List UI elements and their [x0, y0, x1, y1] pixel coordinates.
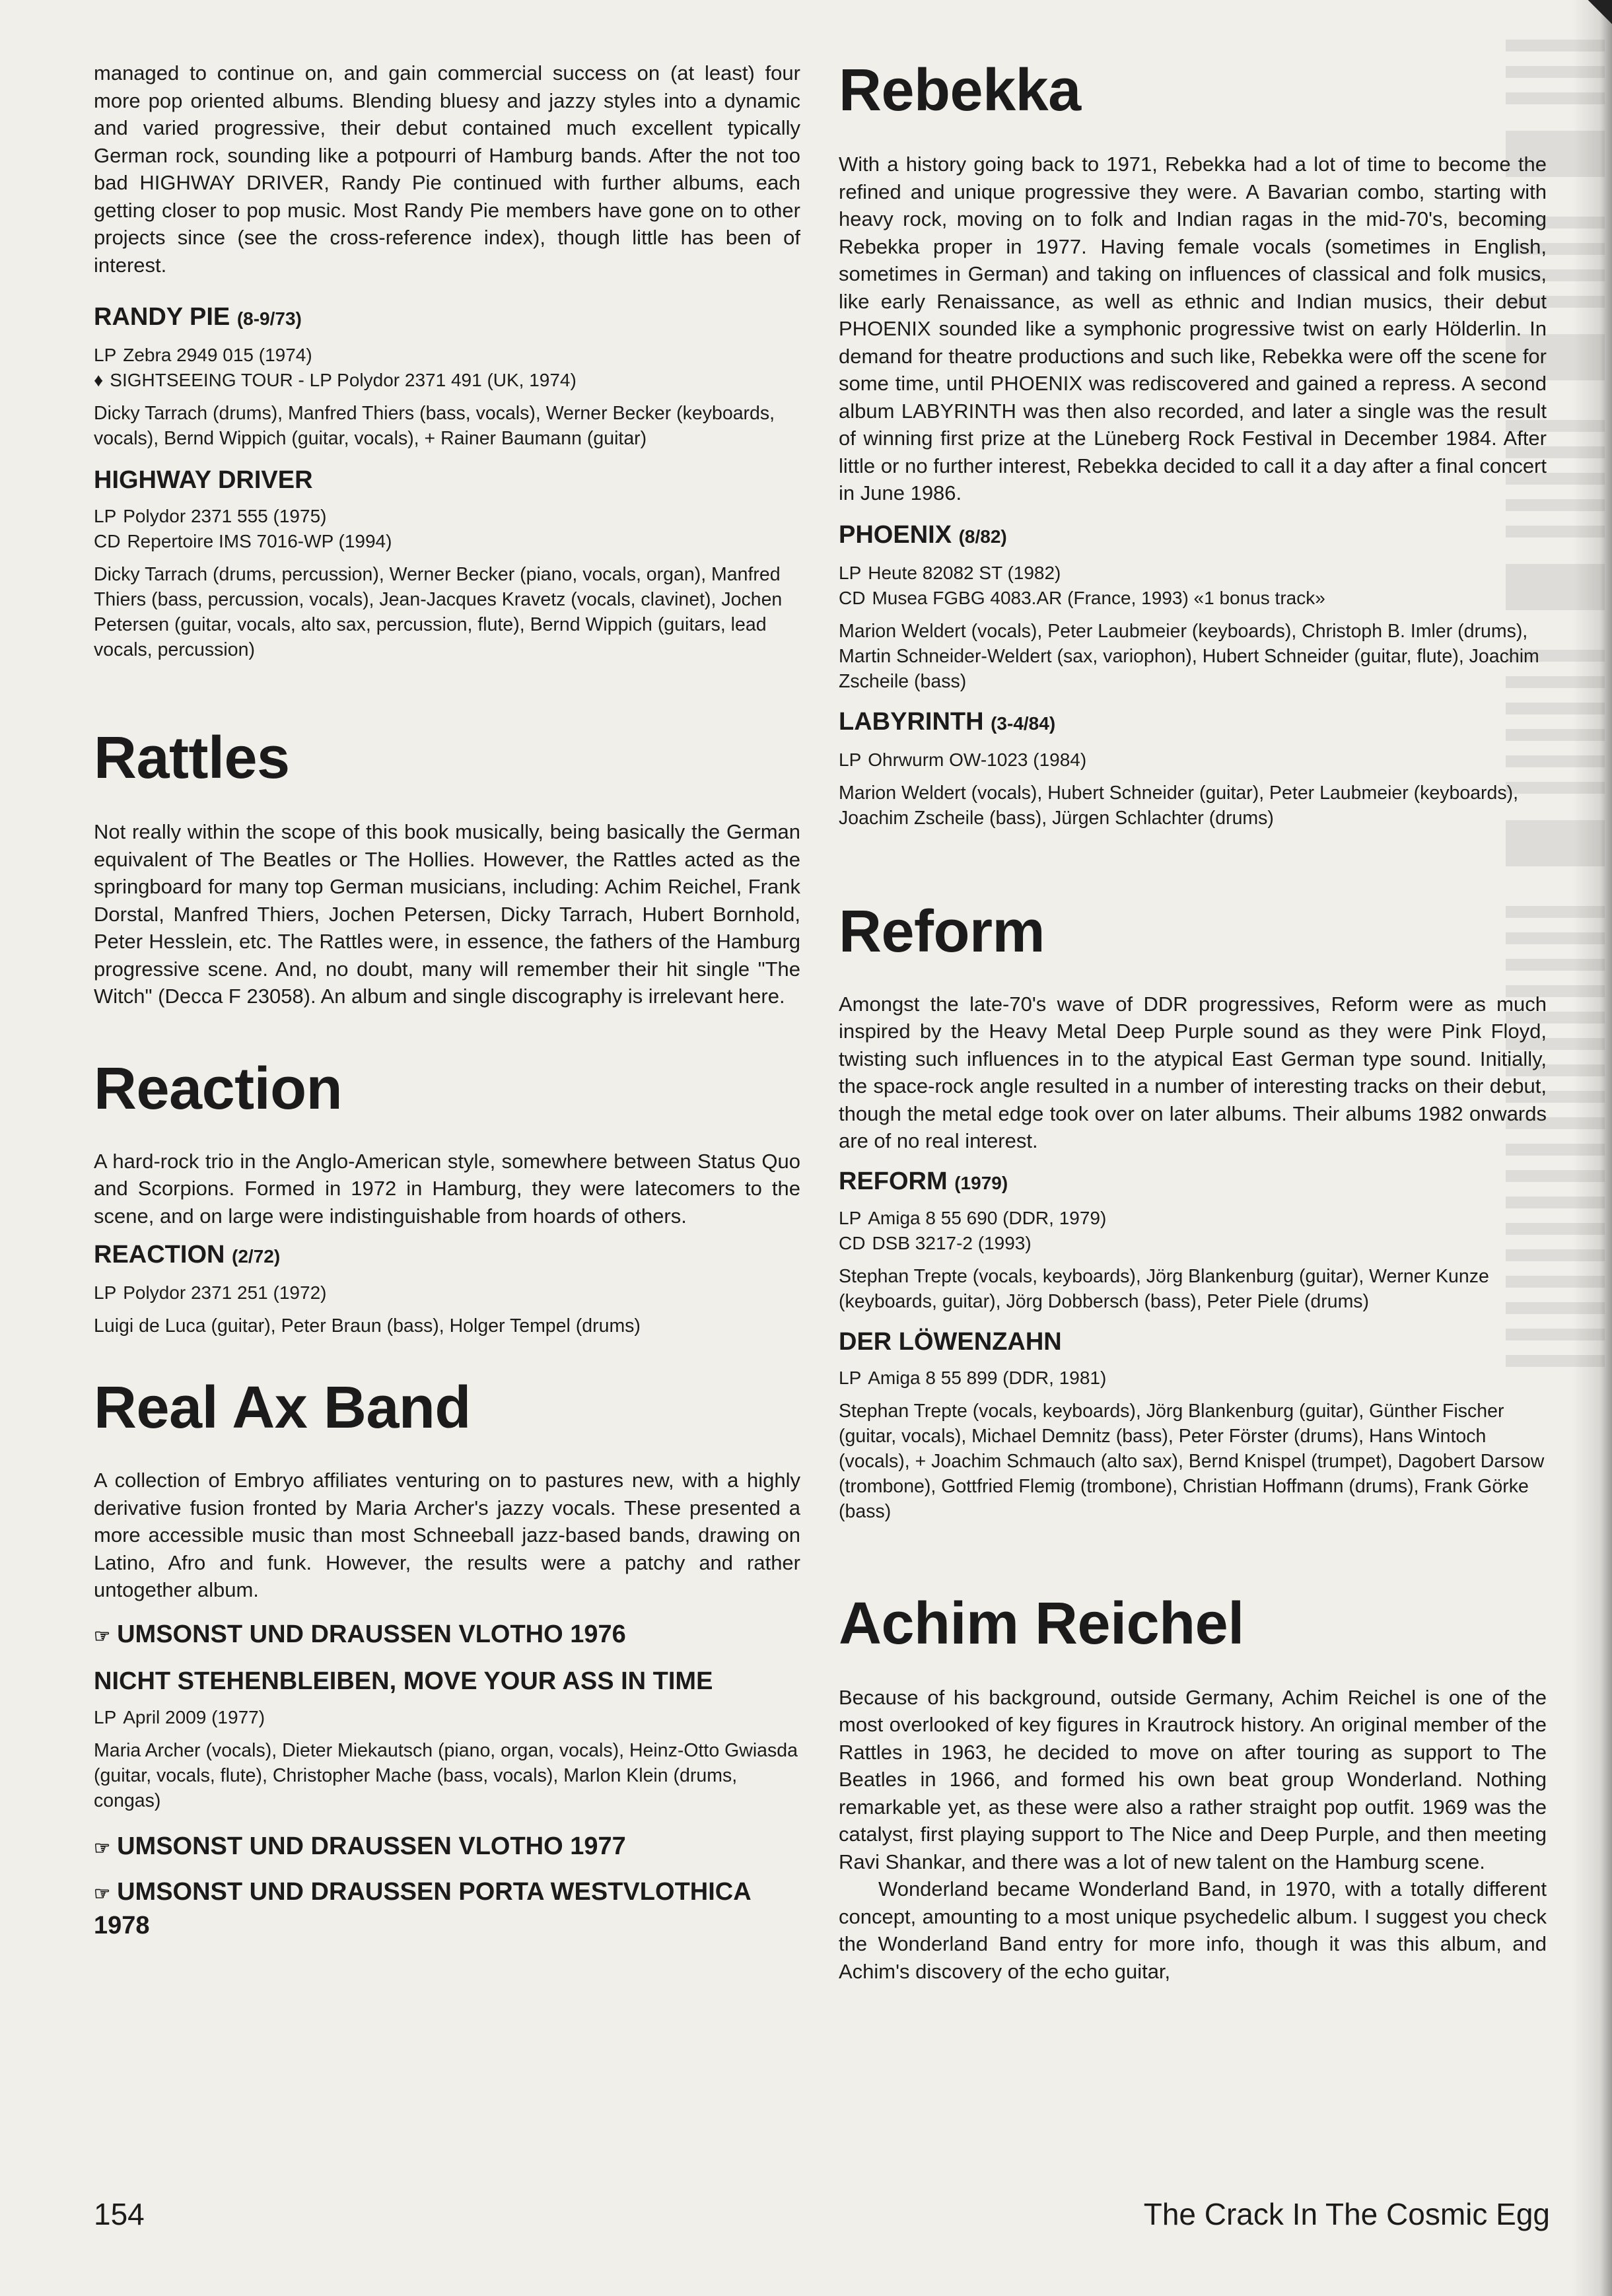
randy-pie-continued-text: managed to continue on, and gain commercial success on (at least) four more pop oriented albums. Blending bluesy and jazzy styles into a dynamic and varied progressive, their debut contained much excellent typically German rock, sounding like a potpourri of Hamburg bands. After the not too bad HIGHWAY DRIVER, Randy Pie continued with further albums, each getting closer to pop music. Most Randy Pie members have gone on to other projects since (see the cross-reference index), though little has been of interest. [94, 61, 800, 277]
page-edge-shadow [1572, 0, 1612, 2296]
achim-reichel-text: Wonderland became Wonderland Band, in 1970, with a totally different concept, amounting to a most unique psychedelic album. I suggest you check the Wonderland Band entry for more info, though it was this album, and Achim's discovery of the echo guitar, [839, 1877, 1547, 1983]
album-date: (8/82) [958, 526, 1007, 547]
album-date: (3-4/84) [991, 713, 1056, 734]
cross-reference: ☞ UMSONST UND DRAUSSEN VLOTHO 1976 [94, 1620, 626, 1648]
pointing-hand-icon: ☞ [94, 1837, 111, 1858]
release-line: LP Zebra 2949 015 (1974) [94, 345, 312, 365]
release-line: ♦ SIGHTSEEING TOUR - LP Polydor 2371 491 (UK, 1974) [94, 370, 577, 390]
real-ax-band-text: A collection of Embryo affiliates venturing on to pastures new, with a highly derivative fusion fronted by Maria Archer's jazzy vocals. These presented a more accessible music than most Schneeball jazz-based bands, drawing on Latino, Afro and funk. However, the results were a patchy and rather untogether album. [94, 1469, 800, 1601]
rattles-text: Not really within the scope of this book musically, being basically the German equivalent of The Beatles or The Hollies. However, the Rattles acted as the springboard for many top German musicians, including: Achim Reichel, Frank Dorstal, Manfred Thiers, Jochen Petersen, Dicky Tarrach, Hubert Bornhold, Peter Hesslein, etc. The Rattles were, in essence, the fathers of the Hamburg progressive scene. And, no doubt, many will remember their hit single "The Witch" (Decca F 23058). An album and single discography is irrelevant here. [94, 820, 800, 1008]
release-line: CD Musea FGBG 4083.AR (France, 1993) «1 bonus track» [839, 587, 1325, 608]
album-title-randy-pie: RANDY PIE (8-9/73) [94, 303, 302, 331]
right-column [839, 57, 1547, 1985]
release-line: LP Heute 82082 ST (1982) [839, 562, 1061, 583]
cross-reference: ☞ UMSONST UND DRAUSSEN VLOTHO 1977 [94, 1832, 626, 1860]
album-title-der-lowenzahn: DER LÖWENZAHN [839, 1327, 1062, 1356]
cross-reference: ☞ UMSONST UND DRAUSSEN PORTA WESTVLOTHICA 1978 [94, 1877, 751, 1939]
album-personnel: Maria Archer (vocals), Dieter Miekautsch (piano, organ, vocals), Heinz-Otto Gwiasda (guitar, vocals, flute), Christopher Mache (bass, vocals), Marlon Klein (drums, congas) [94, 1739, 798, 1811]
album-date: (8-9/73) [236, 308, 302, 329]
band-heading-rattles: Rattles [94, 725, 290, 791]
band-heading-rebekka: Rebekka [839, 57, 1081, 123]
page-corner-mark [1586, 0, 1612, 26]
release-line: LP Amiga 8 55 899 (DDR, 1981) [839, 1367, 1107, 1388]
pointing-hand-icon: ☞ [94, 1625, 111, 1646]
album-date: (2/72) [232, 1246, 281, 1267]
album-title-reaction: REACTION (2/72) [94, 1241, 281, 1269]
running-footer-title: The Crack In The Cosmic Egg [1143, 2197, 1550, 2231]
album-personnel: Stephan Trepte (vocals, keyboards), Jörg Blankenburg (guitar), Werner Kunze (keyboards, guitar), Jörg Dobbersch (bass), Peter Piele (drums) [839, 1265, 1489, 1312]
album-personnel: Marion Weldert (vocals), Peter Laubmeier (keyboards), Christoph B. Imler (drums), Martin Schneider-Weldert (sax, variophon), Hubert Schneider (guitar, flute), Joachim Zscheile (bass) [839, 620, 1539, 692]
album-title-phoenix: PHOENIX (8/82) [839, 520, 1007, 549]
reaction-text: A hard-rock trio in the Anglo-American style, somewhere between Status Quo and Scorpions. Formed in 1972 in Hamburg, they were latecomers to the scene, and on large were indistinguishable from hoards of others. [94, 1149, 800, 1228]
album-title-nicht-stehenbleiben: NICHT STEHENBLEIBEN, MOVE YOUR ASS IN TIME [94, 1667, 713, 1695]
release-line: LP Ohrwurm OW-1023 (1984) [839, 749, 1087, 770]
page-number: 154 [94, 2197, 145, 2231]
album-title-labyrinth: LABYRINTH (3-4/84) [839, 707, 1056, 736]
achim-reichel-text: Because of his background, outside Germany, Achim Reichel is one of the most overlooked of key figures in Krautrock history. An original member of the Rattles in 1963, he decided to move on after touring as support to The Beatles in 1966, and formed his own beat group Wonderland. Nothing remarkable yet, as these were also a rather straight pop outfit. 1969 was the catalyst, first playing support to The Nice and Deep Purple, and then meeting Ravi Shankar, and there was a lot of new talent on the Hamburg scene. [839, 1685, 1547, 1873]
album-personnel: Dicky Tarrach (drums), Manfred Thiers (bass, vocals), Werner Becker (keyboards, vocals), Bernd Wippich (guitar, vocals), + Rainer Baumann (guitar) [94, 403, 775, 449]
release-line: LP April 2009 (1977) [94, 1706, 265, 1727]
album-personnel: Dicky Tarrach (drums, percussion), Werner Becker (piano, vocals, organ), Manfred Thiers (bass, percussion, vocals), Jean-Jacques Kravetz (vocals, clavinet), Jochen Petersen (guitar, vocals, alto sax, percussion, flute), Bernd Wippich (guitars, lead vocals, percussion) [94, 564, 783, 660]
band-heading-reform: Reform [839, 898, 1045, 965]
album-personnel: Luigi de Luca (guitar), Peter Braun (bass), Holger Tempel (drums) [94, 1315, 641, 1337]
album-title-reform: REFORM (1979) [839, 1167, 1008, 1195]
reform-text: Amongst the late-70's wave of DDR progressives, Reform were as much inspired by the Heavy Metal Deep Purple sound as they were Pink Floyd, twisting such influences in to the atypical East German type sound. Initially, the space-rock angle resulted in a number of interesting tracks on their debut, though the metal edge took over on later albums. Their albums 1982 onwards are of no real interest. [839, 992, 1547, 1152]
band-heading-achim-reichel: Achim Reichel [839, 1590, 1244, 1657]
album-personnel: Stephan Trepte (vocals, keyboards), Jörg Blankenburg (guitar), Günther Fischer (guitar, vocals), Michael Demnitz (bass), Peter Förster (drums), Hans Wintoch (vocals), + Joachim Schmauch (alto sax), Bernd Knispel (trumpet), Dagobert Darsow (trombone), Gottfried Flemig (trombone), Christian Hoffmann (drums), Frank Görke (bass) [839, 1400, 1545, 1522]
pointing-hand-icon: ☞ [94, 1883, 111, 1904]
left-column [94, 59, 800, 1941]
band-heading-reaction: Reaction [94, 1055, 343, 1122]
release-line: LP Amiga 8 55 690 (DDR, 1979) [839, 1207, 1107, 1228]
band-heading-real-ax-band: Real Ax Band [94, 1375, 471, 1441]
album-date: (1979) [954, 1172, 1008, 1193]
album-title-highway-driver: HIGHWAY DRIVER [94, 466, 313, 494]
rebekka-text: With a history going back to 1971, Rebekka had a lot of time to become the refined and unique progressive they were. A Bavarian combo, starting with heavy rock, moving on to folk and Indian ragas in the mid-70's, becoming Rebekka proper in 1977. Having female vocals (sometimes in English, sometimes in German) and taking on influences of classical and folk musics, like early Renaissance, as well as ethnic and Indian musics, their debut PHOENIX sounded like a symphonic progressive twist on early Hölderlin. In demand for theatre productions and such like, Rebekka were off the scene for some time, until PHOENIX was rediscovered and gained a repress. A second album LABYRINTH was then also recorded, and later a single was the result of winning first prize at the Lüneberg Rock Festival in December 1984. After little or no further interest, Rebekka decided to call it a day after a final concert in June 1986. [839, 153, 1547, 504]
album-personnel: Marion Weldert (vocals), Hubert Schneider (guitar), Peter Laubmeier (keyboards), Joachim Zscheile (bass), Jürgen Schlachter (drums) [839, 782, 1519, 829]
release-line: LP Polydor 2371 555 (1975) [94, 506, 327, 526]
release-line: CD Repertoire IMS 7016-WP (1994) [94, 531, 392, 551]
release-line: LP Polydor 2371 251 (1972) [94, 1282, 327, 1303]
release-line: CD DSB 3217-2 (1993) [839, 1232, 1032, 1253]
